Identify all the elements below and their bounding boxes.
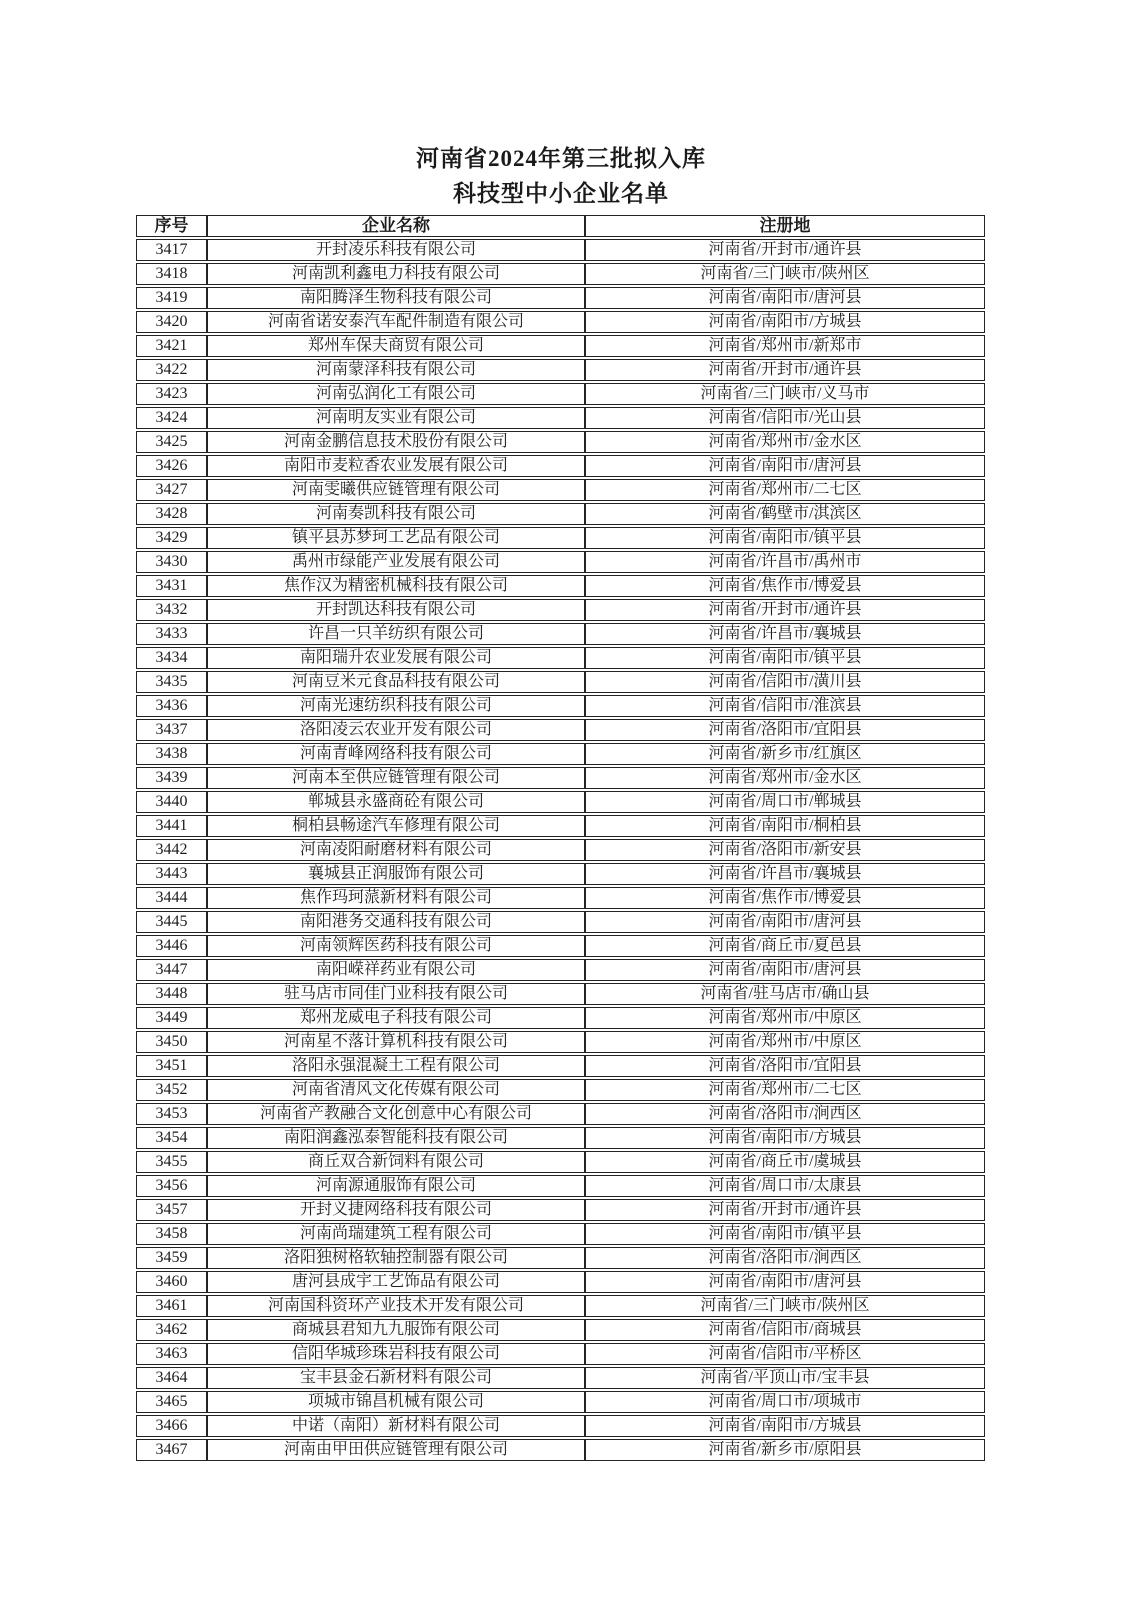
table-row: [136, 1223, 985, 1245]
cell-company-name: 开封凌乐科技有限公司: [207, 239, 585, 261]
cell-serial-number: 3444: [136, 887, 207, 909]
table-row: [136, 335, 985, 357]
cell-company-name: 河南雯曦供应链管理有限公司: [207, 479, 585, 501]
cell-serial-number: 3463: [136, 1343, 207, 1365]
table-row: [136, 959, 985, 981]
table-row: [136, 431, 985, 453]
cell-registration-place: 河南省/商丘市/夏邑县: [585, 935, 985, 957]
cell-registration-place: 河南省/平顶山市/宝丰县: [585, 1367, 985, 1389]
cell-registration-place: 河南省/周口市/郸城县: [585, 791, 985, 813]
cell-registration-place: 河南省/南阳市/镇平县: [585, 1223, 985, 1245]
cell-company-name: 郑州龙威电子科技有限公司: [207, 1007, 585, 1029]
table-body: [136, 239, 985, 1461]
cell-company-name: 河南明友实业有限公司: [207, 407, 585, 429]
cell-registration-place: 河南省/焦作市/博爱县: [585, 575, 985, 597]
table-row: [136, 1079, 985, 1101]
title-line-1: 河南省2024年第三批拟入库: [416, 146, 706, 171]
header-registration-place: 注册地: [585, 215, 985, 237]
cell-serial-number: 3417: [136, 239, 207, 261]
table-row: [136, 671, 985, 693]
cell-registration-place: 河南省/许昌市/襄城县: [585, 863, 985, 885]
cell-serial-number: 3457: [136, 1199, 207, 1221]
table-row: [136, 1007, 985, 1029]
cell-serial-number: 3455: [136, 1151, 207, 1173]
cell-registration-place: 河南省/洛阳市/宜阳县: [585, 719, 985, 741]
cell-company-name: 焦作汉为精密机械科技有限公司: [207, 575, 585, 597]
cell-serial-number: 3428: [136, 503, 207, 525]
cell-company-name: 河南豆米元食品科技有限公司: [207, 671, 585, 693]
cell-serial-number: 3450: [136, 1031, 207, 1053]
cell-registration-place: 河南省/郑州市/中原区: [585, 1007, 985, 1029]
table-row: [136, 1295, 985, 1317]
cell-company-name: 许昌一只羊纺织有限公司: [207, 623, 585, 645]
cell-serial-number: 3431: [136, 575, 207, 597]
cell-registration-place: 河南省/周口市/太康县: [585, 1175, 985, 1197]
cell-company-name: 河南星不落计算机科技有限公司: [207, 1031, 585, 1053]
cell-serial-number: 3433: [136, 623, 207, 645]
cell-company-name: 开封义捷网络科技有限公司: [207, 1199, 585, 1221]
cell-company-name: 河南源通服饰有限公司: [207, 1175, 585, 1197]
table-row: [136, 503, 985, 525]
cell-company-name: 信阳华城珍珠岩科技有限公司: [207, 1343, 585, 1365]
cell-serial-number: 3462: [136, 1319, 207, 1341]
cell-serial-number: 3437: [136, 719, 207, 741]
cell-registration-place: 河南省/周口市/项城市: [585, 1391, 985, 1413]
cell-company-name: 中诺（南阳）新材料有限公司: [207, 1415, 585, 1437]
table-row: [136, 1199, 985, 1221]
table-row: [136, 1103, 985, 1125]
cell-serial-number: 3426: [136, 455, 207, 477]
cell-serial-number: 3452: [136, 1079, 207, 1101]
cell-registration-place: 河南省/洛阳市/宜阳县: [585, 1055, 985, 1077]
cell-registration-place: 河南省/洛阳市/涧西区: [585, 1103, 985, 1125]
header-serial-number: 序号: [136, 215, 207, 237]
cell-registration-place: 河南省/郑州市/金水区: [585, 767, 985, 789]
cell-registration-place: 河南省/南阳市/唐河县: [585, 455, 985, 477]
table-row: [136, 575, 985, 597]
table-row: [136, 383, 985, 405]
cell-company-name: 襄城县正润服饰有限公司: [207, 863, 585, 885]
table-row: [136, 455, 985, 477]
table-row: [136, 1271, 985, 1293]
cell-registration-place: 河南省/洛阳市/新安县: [585, 839, 985, 861]
table-row: [136, 1415, 985, 1437]
cell-company-name: 郸城县永盛商砼有限公司: [207, 791, 585, 813]
header-row: [136, 215, 985, 237]
table-row: [136, 863, 985, 885]
cell-registration-place: 河南省/洛阳市/涧西区: [585, 1247, 985, 1269]
cell-serial-number: 3448: [136, 983, 207, 1005]
cell-company-name: 桐柏县畅途汽车修理有限公司: [207, 815, 585, 837]
cell-serial-number: 3442: [136, 839, 207, 861]
cell-company-name: 洛阳独树格软轴控制器有限公司: [207, 1247, 585, 1269]
table-header: [136, 215, 985, 237]
table-row: [136, 695, 985, 717]
table-row: [136, 839, 985, 861]
cell-registration-place: 河南省/南阳市/方城县: [585, 1127, 985, 1149]
cell-registration-place: 河南省/郑州市/二七区: [585, 479, 985, 501]
table-row: [136, 935, 985, 957]
table-row: [136, 599, 985, 621]
cell-registration-place: 河南省/开封市/通许县: [585, 239, 985, 261]
table-row: [136, 719, 985, 741]
cell-registration-place: 河南省/焦作市/博爱县: [585, 887, 985, 909]
table-row: [136, 1439, 985, 1461]
cell-serial-number: 3445: [136, 911, 207, 933]
cell-serial-number: 3429: [136, 527, 207, 549]
cell-company-name: 南阳瑞升农业发展有限公司: [207, 647, 585, 669]
cell-serial-number: 3454: [136, 1127, 207, 1149]
cell-serial-number: 3453: [136, 1103, 207, 1125]
table-row: [136, 767, 985, 789]
cell-serial-number: 3459: [136, 1247, 207, 1269]
cell-company-name: 洛阳永强混凝土工程有限公司: [207, 1055, 585, 1077]
cell-serial-number: 3420: [136, 311, 207, 333]
cell-company-name: 河南国科资环产业技术开发有限公司: [207, 1295, 585, 1317]
table-row: [136, 263, 985, 285]
cell-serial-number: 3443: [136, 863, 207, 885]
cell-serial-number: 3440: [136, 791, 207, 813]
company-table: [136, 213, 985, 1463]
cell-serial-number: 3419: [136, 287, 207, 309]
cell-registration-place: 河南省/开封市/通许县: [585, 359, 985, 381]
cell-company-name: 洛阳凌云农业开发有限公司: [207, 719, 585, 741]
cell-serial-number: 3438: [136, 743, 207, 765]
cell-serial-number: 3446: [136, 935, 207, 957]
cell-company-name: 驻马店市同佳门业科技有限公司: [207, 983, 585, 1005]
cell-registration-place: 河南省/郑州市/中原区: [585, 1031, 985, 1053]
cell-serial-number: 3451: [136, 1055, 207, 1077]
cell-company-name: 河南青峰网络科技有限公司: [207, 743, 585, 765]
cell-registration-place: 河南省/郑州市/二七区: [585, 1079, 985, 1101]
document-title: [0, 141, 1122, 211]
cell-registration-place: 河南省/南阳市/镇平县: [585, 647, 985, 669]
table-row: [136, 287, 985, 309]
cell-registration-place: 河南省/南阳市/方城县: [585, 1415, 985, 1437]
cell-serial-number: 3432: [136, 599, 207, 621]
cell-company-name: 河南尚瑞建筑工程有限公司: [207, 1223, 585, 1245]
cell-serial-number: 3439: [136, 767, 207, 789]
table-row: [136, 527, 985, 549]
cell-registration-place: 河南省/南阳市/唐河县: [585, 1271, 985, 1293]
table-row: [136, 407, 985, 429]
cell-serial-number: 3430: [136, 551, 207, 573]
cell-serial-number: 3441: [136, 815, 207, 837]
cell-company-name: 商城县君知九九服饰有限公司: [207, 1319, 585, 1341]
cell-registration-place: 河南省/南阳市/唐河县: [585, 911, 985, 933]
cell-serial-number: 3427: [136, 479, 207, 501]
cell-company-name: 河南凯利鑫电力科技有限公司: [207, 263, 585, 285]
cell-serial-number: 3467: [136, 1439, 207, 1461]
cell-company-name: 河南弘润化工有限公司: [207, 383, 585, 405]
cell-registration-place: 河南省/信阳市/光山县: [585, 407, 985, 429]
table-row: [136, 1127, 985, 1149]
table-row: [136, 911, 985, 933]
table-row: [136, 647, 985, 669]
cell-serial-number: 3434: [136, 647, 207, 669]
table-row: [136, 479, 985, 501]
table-row: [136, 551, 985, 573]
cell-company-name: 河南省产教融合文化创意中心有限公司: [207, 1103, 585, 1125]
table-row: [136, 983, 985, 1005]
cell-registration-place: 河南省/驻马店市/确山县: [585, 983, 985, 1005]
cell-company-name: 河南领辉医药科技有限公司: [207, 935, 585, 957]
cell-registration-place: 河南省/新乡市/原阳县: [585, 1439, 985, 1461]
cell-company-name: 河南金鹏信息技术股份有限公司: [207, 431, 585, 453]
table-row: [136, 815, 985, 837]
cell-registration-place: 河南省/郑州市/金水区: [585, 431, 985, 453]
cell-serial-number: 3464: [136, 1367, 207, 1389]
cell-serial-number: 3465: [136, 1391, 207, 1413]
cell-serial-number: 3466: [136, 1415, 207, 1437]
table-row: [136, 239, 985, 261]
cell-serial-number: 3449: [136, 1007, 207, 1029]
table-row: [136, 791, 985, 813]
table-row: [136, 311, 985, 333]
cell-company-name: 商丘双合新饲料有限公司: [207, 1151, 585, 1173]
table-row: [136, 1343, 985, 1365]
cell-registration-place: 河南省/信阳市/潢川县: [585, 671, 985, 693]
cell-company-name: 唐河县成宇工艺饰品有限公司: [207, 1271, 585, 1293]
table-row: [136, 1247, 985, 1269]
table-row: [136, 1055, 985, 1077]
cell-registration-place: 河南省/郑州市/新郑市: [585, 335, 985, 357]
cell-company-name: 宝丰县金石新材料有限公司: [207, 1367, 585, 1389]
cell-company-name: 开封凯达科技有限公司: [207, 599, 585, 621]
cell-company-name: 南阳港务交通科技有限公司: [207, 911, 585, 933]
cell-serial-number: 3421: [136, 335, 207, 357]
cell-serial-number: 3456: [136, 1175, 207, 1197]
table-row: [136, 1319, 985, 1341]
table-row: [136, 1151, 985, 1173]
cell-company-name: 河南本至供应链管理有限公司: [207, 767, 585, 789]
cell-serial-number: 3424: [136, 407, 207, 429]
cell-company-name: 河南省诺安泰汽车配件制造有限公司: [207, 311, 585, 333]
cell-registration-place: 河南省/开封市/通许县: [585, 599, 985, 621]
cell-company-name: 禹州市绿能产业发展有限公司: [207, 551, 585, 573]
cell-serial-number: 3436: [136, 695, 207, 717]
header-company-name: 企业名称: [207, 215, 585, 237]
cell-registration-place: 河南省/许昌市/禹州市: [585, 551, 985, 573]
cell-company-name: 镇平县苏梦珂工艺品有限公司: [207, 527, 585, 549]
cell-company-name: 郑州车保夫商贸有限公司: [207, 335, 585, 357]
cell-serial-number: 3435: [136, 671, 207, 693]
table-row: [136, 743, 985, 765]
cell-company-name: 焦作玛珂蒎新材料有限公司: [207, 887, 585, 909]
cell-serial-number: 3460: [136, 1271, 207, 1293]
cell-registration-place: 河南省/信阳市/商城县: [585, 1319, 985, 1341]
cell-company-name: 南阳润鑫泓泰智能科技有限公司: [207, 1127, 585, 1149]
cell-company-name: 南阳腾泽生物科技有限公司: [207, 287, 585, 309]
cell-registration-place: 河南省/许昌市/襄城县: [585, 623, 985, 645]
cell-serial-number: 3461: [136, 1295, 207, 1317]
cell-registration-place: 河南省/三门峡市/陕州区: [585, 263, 985, 285]
cell-serial-number: 3425: [136, 431, 207, 453]
cell-registration-place: 河南省/南阳市/桐柏县: [585, 815, 985, 837]
table-row: [136, 359, 985, 381]
cell-company-name: 河南凌阳耐磨材料有限公司: [207, 839, 585, 861]
cell-serial-number: 3423: [136, 383, 207, 405]
cell-serial-number: 3447: [136, 959, 207, 981]
cell-serial-number: 3422: [136, 359, 207, 381]
cell-registration-place: 河南省/开封市/通许县: [585, 1199, 985, 1221]
table-row: [136, 1175, 985, 1197]
cell-company-name: 项城市锦昌机械有限公司: [207, 1391, 585, 1413]
table-row: [136, 1031, 985, 1053]
cell-registration-place: 河南省/三门峡市/陕州区: [585, 1295, 985, 1317]
table-row: [136, 1391, 985, 1413]
cell-serial-number: 3458: [136, 1223, 207, 1245]
cell-serial-number: 3418: [136, 263, 207, 285]
cell-registration-place: 河南省/新乡市/红旗区: [585, 743, 985, 765]
cell-company-name: 河南光速纺织科技有限公司: [207, 695, 585, 717]
cell-company-name: 河南省清风文化传媒有限公司: [207, 1079, 585, 1101]
title-line-2: 科技型中小企业名单: [453, 181, 669, 206]
cell-company-name: 河南蒙泽科技有限公司: [207, 359, 585, 381]
table-row: [136, 887, 985, 909]
cell-company-name: 南阳市麦粒香农业发展有限公司: [207, 455, 585, 477]
cell-registration-place: 河南省/南阳市/镇平县: [585, 527, 985, 549]
cell-registration-place: 河南省/南阳市/唐河县: [585, 959, 985, 981]
cell-registration-place: 河南省/鹤壁市/淇滨区: [585, 503, 985, 525]
cell-registration-place: 河南省/南阳市/唐河县: [585, 287, 985, 309]
cell-registration-place: 河南省/三门峡市/义马市: [585, 383, 985, 405]
cell-registration-place: 河南省/商丘市/虞城县: [585, 1151, 985, 1173]
cell-registration-place: 河南省/信阳市/平桥区: [585, 1343, 985, 1365]
cell-company-name: 南阳嵘祥药业有限公司: [207, 959, 585, 981]
cell-company-name: 河南奏凯科技有限公司: [207, 503, 585, 525]
cell-registration-place: 河南省/信阳市/淮滨县: [585, 695, 985, 717]
cell-registration-place: 河南省/南阳市/方城县: [585, 311, 985, 333]
table-row: [136, 1367, 985, 1389]
cell-company-name: 河南由甲田供应链管理有限公司: [207, 1439, 585, 1461]
table-row: [136, 623, 985, 645]
